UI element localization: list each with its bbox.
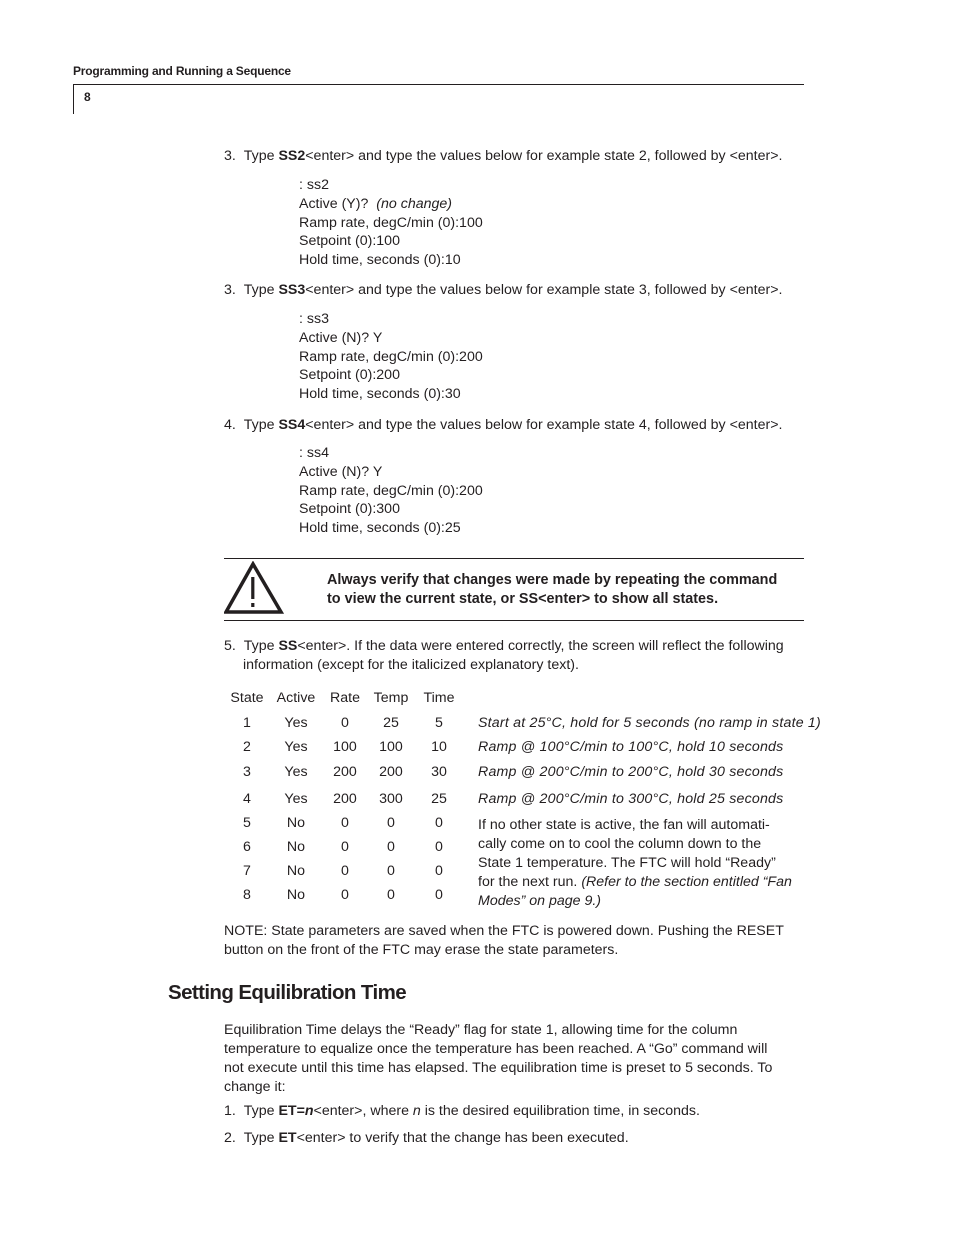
step-ss2 — [224, 148, 782, 164]
col-header-temp: Temp — [373, 690, 409, 706]
warning-bottom-rule — [224, 620, 804, 621]
header-rule — [73, 84, 804, 85]
warning-icon — [224, 561, 284, 615]
cell-rate: 0 — [341, 839, 349, 855]
paragraph-line: not execute until this time has elapsed. The equilibration time is preset to 5 seconds. To — [224, 1060, 773, 1076]
step-et-verify: 2. Type ET<enter> to verify that the change has been executed. — [224, 1130, 629, 1146]
cell-active: No — [286, 863, 306, 879]
cell-state: 1 — [243, 715, 251, 731]
paragraph-line: change it: — [224, 1079, 286, 1095]
fan-note — [478, 816, 796, 911]
col-header-active: Active — [276, 690, 316, 706]
command-text: ET= — [278, 1103, 305, 1119]
command-text: SS2 — [278, 148, 306, 164]
cell-active: Yes — [284, 764, 308, 780]
cell-temp: 25 — [383, 715, 399, 731]
cell-active: No — [286, 815, 306, 831]
step-number: 3. — [224, 148, 236, 164]
step-ss3 — [224, 282, 782, 298]
code-line: Hold time, seconds (0):30 — [299, 386, 461, 403]
cell-time: 0 — [435, 887, 443, 903]
code-line: : ss3 — [299, 311, 329, 327]
step-text: <enter> and type the values below for example state 2, followed by <enter>. — [305, 148, 783, 164]
cell-state: 5 — [243, 815, 251, 831]
cell-temp: 0 — [387, 839, 395, 855]
cell-rate: 200 — [333, 791, 357, 807]
note-line: button on the front of the FTC may erase the state parameters. — [224, 942, 619, 958]
step-text: Type — [243, 148, 279, 164]
command-text: SS4 — [278, 417, 306, 433]
cell-temp: 0 — [387, 815, 395, 831]
cell-active: Yes — [284, 739, 308, 755]
warning-line: Always verify that changes were made by repeating the command — [327, 572, 778, 588]
cell-rate: 0 — [341, 715, 349, 731]
code-line: Setpoint (0):100 — [299, 233, 400, 250]
warning-top-rule — [224, 558, 804, 559]
fan-note-line: cally come on to cool the column down to the — [478, 836, 762, 852]
cell-state: 6 — [243, 839, 251, 855]
code-block-ss3 — [299, 310, 483, 404]
step-number: 3. — [224, 282, 236, 298]
step-ss-continuation: information (except for the italicized explanatory text). — [243, 657, 579, 673]
paragraph-line: temperature to equalize once the temperature has been reached. A “Go” command will — [224, 1041, 768, 1057]
step-et-set: 1. Type ET=n<enter>, where n is the desired equilibration time, in seconds. — [224, 1103, 700, 1119]
explanation-state-2: Ramp @ 100°C/min to 100°C, hold 10 seconds — [478, 739, 784, 755]
cell-state: 4 — [243, 791, 251, 807]
note-line: NOTE: State parameters are saved when the FTC is powered down. Pushing the RESET — [224, 923, 784, 939]
cell-active: Yes — [284, 715, 308, 731]
cell-temp: 0 — [387, 887, 395, 903]
cell-rate: 0 — [341, 887, 349, 903]
step-text: <enter> and type the values below for example state 3, followed by <enter>. — [305, 282, 783, 298]
fan-note-line: If no other state is active, the fan will automati- — [478, 817, 770, 833]
code-line: Setpoint (0):300 — [299, 501, 400, 518]
paragraph-line: Equilibration Time delays the “Ready” flag for state 1, allowing time for the column — [224, 1022, 738, 1038]
page-number: 8 — [84, 90, 91, 104]
command-text: SS3 — [278, 282, 306, 298]
cell-state: 7 — [243, 863, 251, 879]
cell-temp: 300 — [379, 791, 403, 807]
cell-rate: 0 — [341, 815, 349, 831]
fan-note-line: for the next run. (Refer to the section entitled “Fan — [478, 874, 792, 890]
step-text: <enter> and type the values below for example state 4, followed by <enter>. — [305, 417, 783, 433]
explanation-state-4: Ramp @ 200°C/min to 300°C, hold 25 seconds — [478, 791, 784, 807]
col-header-state: State — [230, 690, 264, 706]
code-line: : ss2 — [299, 177, 329, 193]
code-line: : ss4 — [299, 445, 329, 461]
command-variable: n — [304, 1103, 314, 1119]
code-line: Setpoint (0):200 — [299, 367, 400, 384]
code-line: Active (N)? Y — [299, 463, 383, 480]
code-block-ss2 — [299, 176, 483, 270]
running-header: Programming and Running a Sequence — [73, 64, 291, 78]
cell-time: 0 — [435, 815, 443, 831]
cell-time: 25 — [431, 791, 447, 807]
command-text: ET — [278, 1130, 297, 1146]
code-note: (no change) — [376, 195, 452, 212]
cell-active: No — [286, 839, 306, 855]
command-text: SS — [278, 638, 298, 654]
code-line: Ramp rate, degC/min (0):200 — [299, 348, 483, 365]
cell-active: Yes — [284, 791, 308, 807]
explanation-state-3: Ramp @ 200°C/min to 200°C, hold 30 seconds — [478, 764, 784, 780]
cell-time: 30 — [431, 764, 447, 780]
step-text: Type — [243, 282, 279, 298]
step-number: 5. — [224, 638, 236, 654]
cell-time: 5 — [435, 715, 443, 731]
cell-time: 0 — [435, 839, 443, 855]
code-line: Ramp rate, degC/min (0):200 — [299, 482, 483, 499]
cell-time: 0 — [435, 863, 443, 879]
cell-temp: 100 — [379, 739, 403, 755]
section-paragraph — [224, 1021, 806, 1097]
note-paragraph — [224, 922, 806, 960]
warning-text — [327, 571, 805, 609]
section-title: Setting Equilibration Time — [168, 981, 407, 1004]
code-line: Active (Y)? (no change) — [299, 195, 452, 212]
step-ss4 — [224, 417, 782, 433]
cell-active: No — [286, 887, 306, 903]
cell-state: 8 — [243, 887, 251, 903]
cell-time: 10 — [431, 739, 447, 755]
explanation-state-1: Start at 25°C, hold for 5 seconds (no ramp in state 1) — [478, 715, 821, 731]
step-ss — [224, 638, 784, 654]
cell-temp: 200 — [379, 764, 403, 780]
fan-note-line: Modes” on page 9.) — [478, 893, 602, 909]
step-number: 2. — [224, 1130, 236, 1146]
cell-rate: 0 — [341, 863, 349, 879]
code-line: Active (N)? Y — [299, 329, 383, 346]
col-header-time: Time — [423, 690, 455, 706]
step-text: Type — [243, 417, 279, 433]
cell-rate: 100 — [333, 739, 357, 755]
fan-note-line: State 1 temperature. The FTC will hold “Ready” — [478, 855, 776, 871]
variable-text: n — [412, 1103, 421, 1119]
cell-state: 3 — [243, 764, 251, 780]
cell-temp: 0 — [387, 863, 395, 879]
step-text: <enter>. If the data were entered correctly, the screen will reflect the following — [297, 638, 784, 654]
step-number: 1. — [224, 1103, 236, 1119]
step-text: Type — [243, 638, 279, 654]
header-vertical-rule — [73, 85, 74, 114]
code-line: Ramp rate, degC/min (0):100 — [299, 214, 483, 231]
step-number: 4. — [224, 417, 236, 433]
code-line: Hold time, seconds (0):10 — [299, 252, 461, 269]
warning-line: to view the current state, or SS<enter> to show all states. — [327, 591, 719, 607]
cell-state: 2 — [243, 739, 251, 755]
col-header-rate: Rate — [330, 690, 360, 706]
code-line: Hold time, seconds (0):25 — [299, 520, 461, 537]
cell-rate: 200 — [333, 764, 357, 780]
code-block-ss4 — [299, 444, 483, 538]
